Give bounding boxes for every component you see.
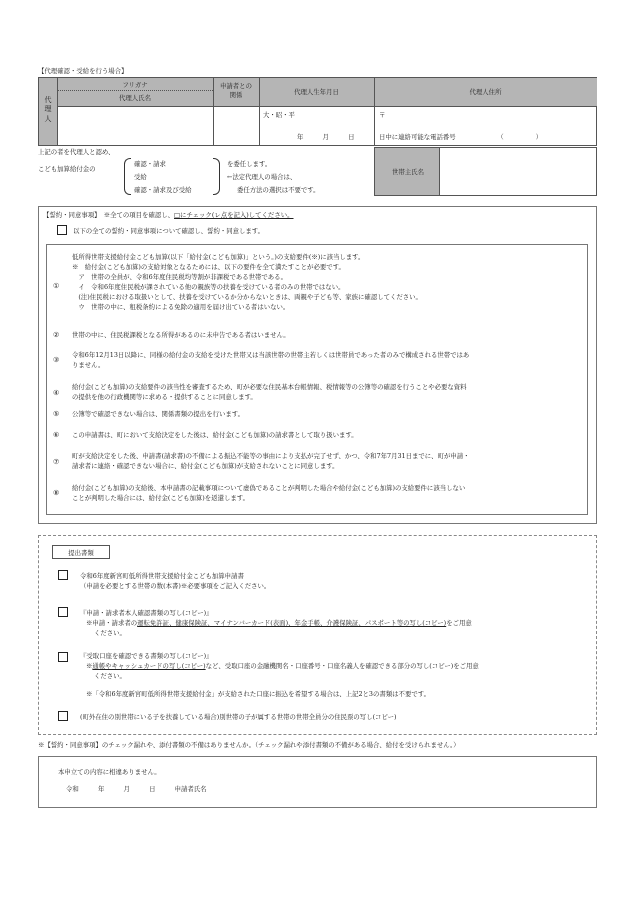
birth-label: 代理人生年月日	[294, 88, 339, 96]
doc3-title: 『受取口座を確認できる書類の写し(コピー)』	[80, 652, 213, 660]
legal-note-1: ←法定代理人の場合は、	[227, 173, 297, 181]
doc2-title: 『申請・請求者本人確認書類の写し(コピー)』	[80, 609, 213, 617]
option-all[interactable]: 確認・請求及び受給	[134, 186, 192, 194]
relation-label: 申請者との 関係	[220, 82, 252, 99]
item-number: ②	[53, 331, 60, 339]
doc1-note: （申請を必要とする世帯の数(本書)※必要事項をご記入ください。	[80, 582, 271, 590]
doc3-note: ※通帳やキャッシュカードの写し(コピー)など、受取口座の金融機関名・口座番号・口座名義人を確認できる部分の写し(コピー)をご用意	[86, 662, 479, 670]
option-confirm-request[interactable]: 確認・請求	[134, 160, 166, 168]
item-text: この申請書は、町において支給決定をした後は、給付金(こども加算)の請求書として取り扱います。	[72, 431, 358, 439]
doc3-note-line2: ください。	[94, 672, 126, 680]
item-number: ⑦	[53, 458, 60, 466]
doc2-checkbox[interactable]	[58, 607, 68, 617]
birth-date-field[interactable]: 年 月 日	[297, 133, 355, 141]
postal-field[interactable]: 〒	[379, 111, 386, 119]
item-text: イ 令和6年度住民税が課されている他の親族等の扶養を受けている者のみの世帯ではない。	[72, 283, 345, 291]
item-number: ①	[53, 282, 60, 290]
doc1-checkbox[interactable]	[58, 570, 68, 580]
item-number: ③	[53, 356, 60, 364]
furigana-label: フリガナ	[122, 81, 148, 89]
item-text: 給付金(こども加算)の支給後、本申請書の記載事項について虚偽であることが判明した場合や給付金(こども加算)の支給要件に該当しない	[72, 484, 466, 492]
item-text: ことが判明した場合には、給付金(こども加算)を返還します。	[72, 494, 250, 502]
legal-note-2: 委任方法の選択は不要です。	[237, 186, 320, 194]
item-number: ⑤	[53, 410, 60, 418]
benefit-label: こども加算給付金の	[38, 165, 96, 173]
householder-name-field[interactable]	[440, 147, 597, 196]
agree-all-checkbox[interactable]	[57, 225, 67, 235]
proxy-name-label: 代理人氏名	[119, 94, 151, 102]
declaration-statement: 本申立ての内容に相違ありません。	[58, 768, 161, 776]
item-text: 令和6年12月13日以降に、同様の給付金の支給を受けた世帯又は当該世帯の世帯主若しくは世帯員であった者のみで構成される世帯ではあ	[72, 351, 470, 359]
declaration-date-signature[interactable]: 令和 年 月 日 申請者氏名	[66, 785, 207, 793]
doc3-exemption-note: ※「令和6年度新宮町低所得世帯支援給付金」が支給された口座に振込を希望する場合は、上記2と3の書類は不要です。	[86, 690, 430, 698]
doc3-checkbox[interactable]	[58, 652, 68, 662]
doc4-checkbox[interactable]	[58, 711, 68, 721]
item-text: 請求者に連絡・確認できない場合に、給付金(こども加算)が支給されないことに同意します。	[72, 462, 339, 470]
item-text: りません。	[72, 361, 105, 369]
doc1-title: 令和6年度新宮町低所得世帯支援給付金こども加算申請書	[80, 572, 244, 580]
item-number: ④	[53, 389, 60, 397]
declaration-box	[38, 756, 597, 808]
address-label: 代理人住所	[469, 88, 502, 96]
footer-note: ※【誓約・同意事項】のチェック漏れや、添付書類の不備はありませんか。（チェック漏れや添付書類の不備がある場合、給付を受けられません。）	[38, 741, 460, 749]
pledge-instruction: 【誓約・同意事項】 ※全ての項目を確認し、□にチェック(レ点を記入)してください。	[43, 211, 294, 219]
proxy-table	[38, 77, 597, 146]
item-text: ※ 給付金(こども加算)の支給対象となるためには、以下の要件を全て満たすことが必要です。	[72, 263, 345, 271]
doc2-note-line2: ください。	[94, 629, 126, 637]
item-number: ⑧	[53, 489, 60, 497]
proxy-side-label: 代 理 人	[44, 96, 52, 123]
proxy-heading: 【代理確認・受給を行う場合】	[38, 67, 128, 75]
householder-label-cell: 世帯主氏名	[374, 147, 440, 196]
item-text: (注)住民税における取扱いとして、扶養を受けているか分からないときは、両親や子ども等、家族に確認してください。	[72, 293, 422, 301]
documents-heading: 提出書類	[52, 545, 110, 559]
doc4-title: (町外在住の別世帯にいる子を扶養している場合)別世帯の子が属する世帯の世帯全員分の住民票の写し(コピー)	[80, 713, 397, 721]
delegation-intro: 上記の者を代理人と認め、	[38, 148, 115, 156]
item-text: 給付金(こども加算)の支給要件の該当性を審査するため、町が必要な住民基本台帳情報、税情報等の公簿等の確認を行うことや必要な資料	[72, 383, 467, 391]
item-text: ウ 世帯の中に、租税条約による免除の適用を届け出ている者はいない。	[72, 303, 290, 311]
phone-field[interactable]: 日中に連絡可能な電話番号 （ ）	[379, 133, 542, 141]
item-text: 世帯の中に、住民税課税となる所得があるのに未申告である者はいません。	[72, 331, 290, 339]
item-text: 低所得世帯支援給付金こども加算(以下「給付金(こども加算)」という。)の支給要件(※)に該当します。	[72, 253, 365, 261]
item-text: の提供を他の行政機関等に求める・提供することに同意します。	[72, 393, 257, 401]
item-text: 公簿等で確認できない場合は、関係書類の提出を行います。	[72, 410, 245, 418]
item-number: ⑥	[53, 431, 60, 439]
option-receive[interactable]: 受給	[134, 173, 147, 181]
doc2-note: ※申請・請求者の運転免許証、健康保険証、マイナンバーカード(表面)、年金手帳、介護保険証、パスポート等の写し(コピー)をご用意	[86, 619, 472, 627]
item-text: ア 世帯の全員が、令和6年度住民税均等割が非課税である世帯である。	[72, 273, 287, 281]
era-options[interactable]: 大・昭・平	[263, 111, 295, 119]
agree-all-label: 以下の全ての誓約・同意事項について確認し、誓約・同意します。	[73, 227, 265, 235]
delegate-text: を委任します。	[227, 160, 272, 168]
item-text: 町が支給決定をした後、申請書(請求書)の不備による振込不能等の事由により支払が完了せず、かつ、令和7年7月31日までに、町が申請・	[72, 452, 470, 460]
